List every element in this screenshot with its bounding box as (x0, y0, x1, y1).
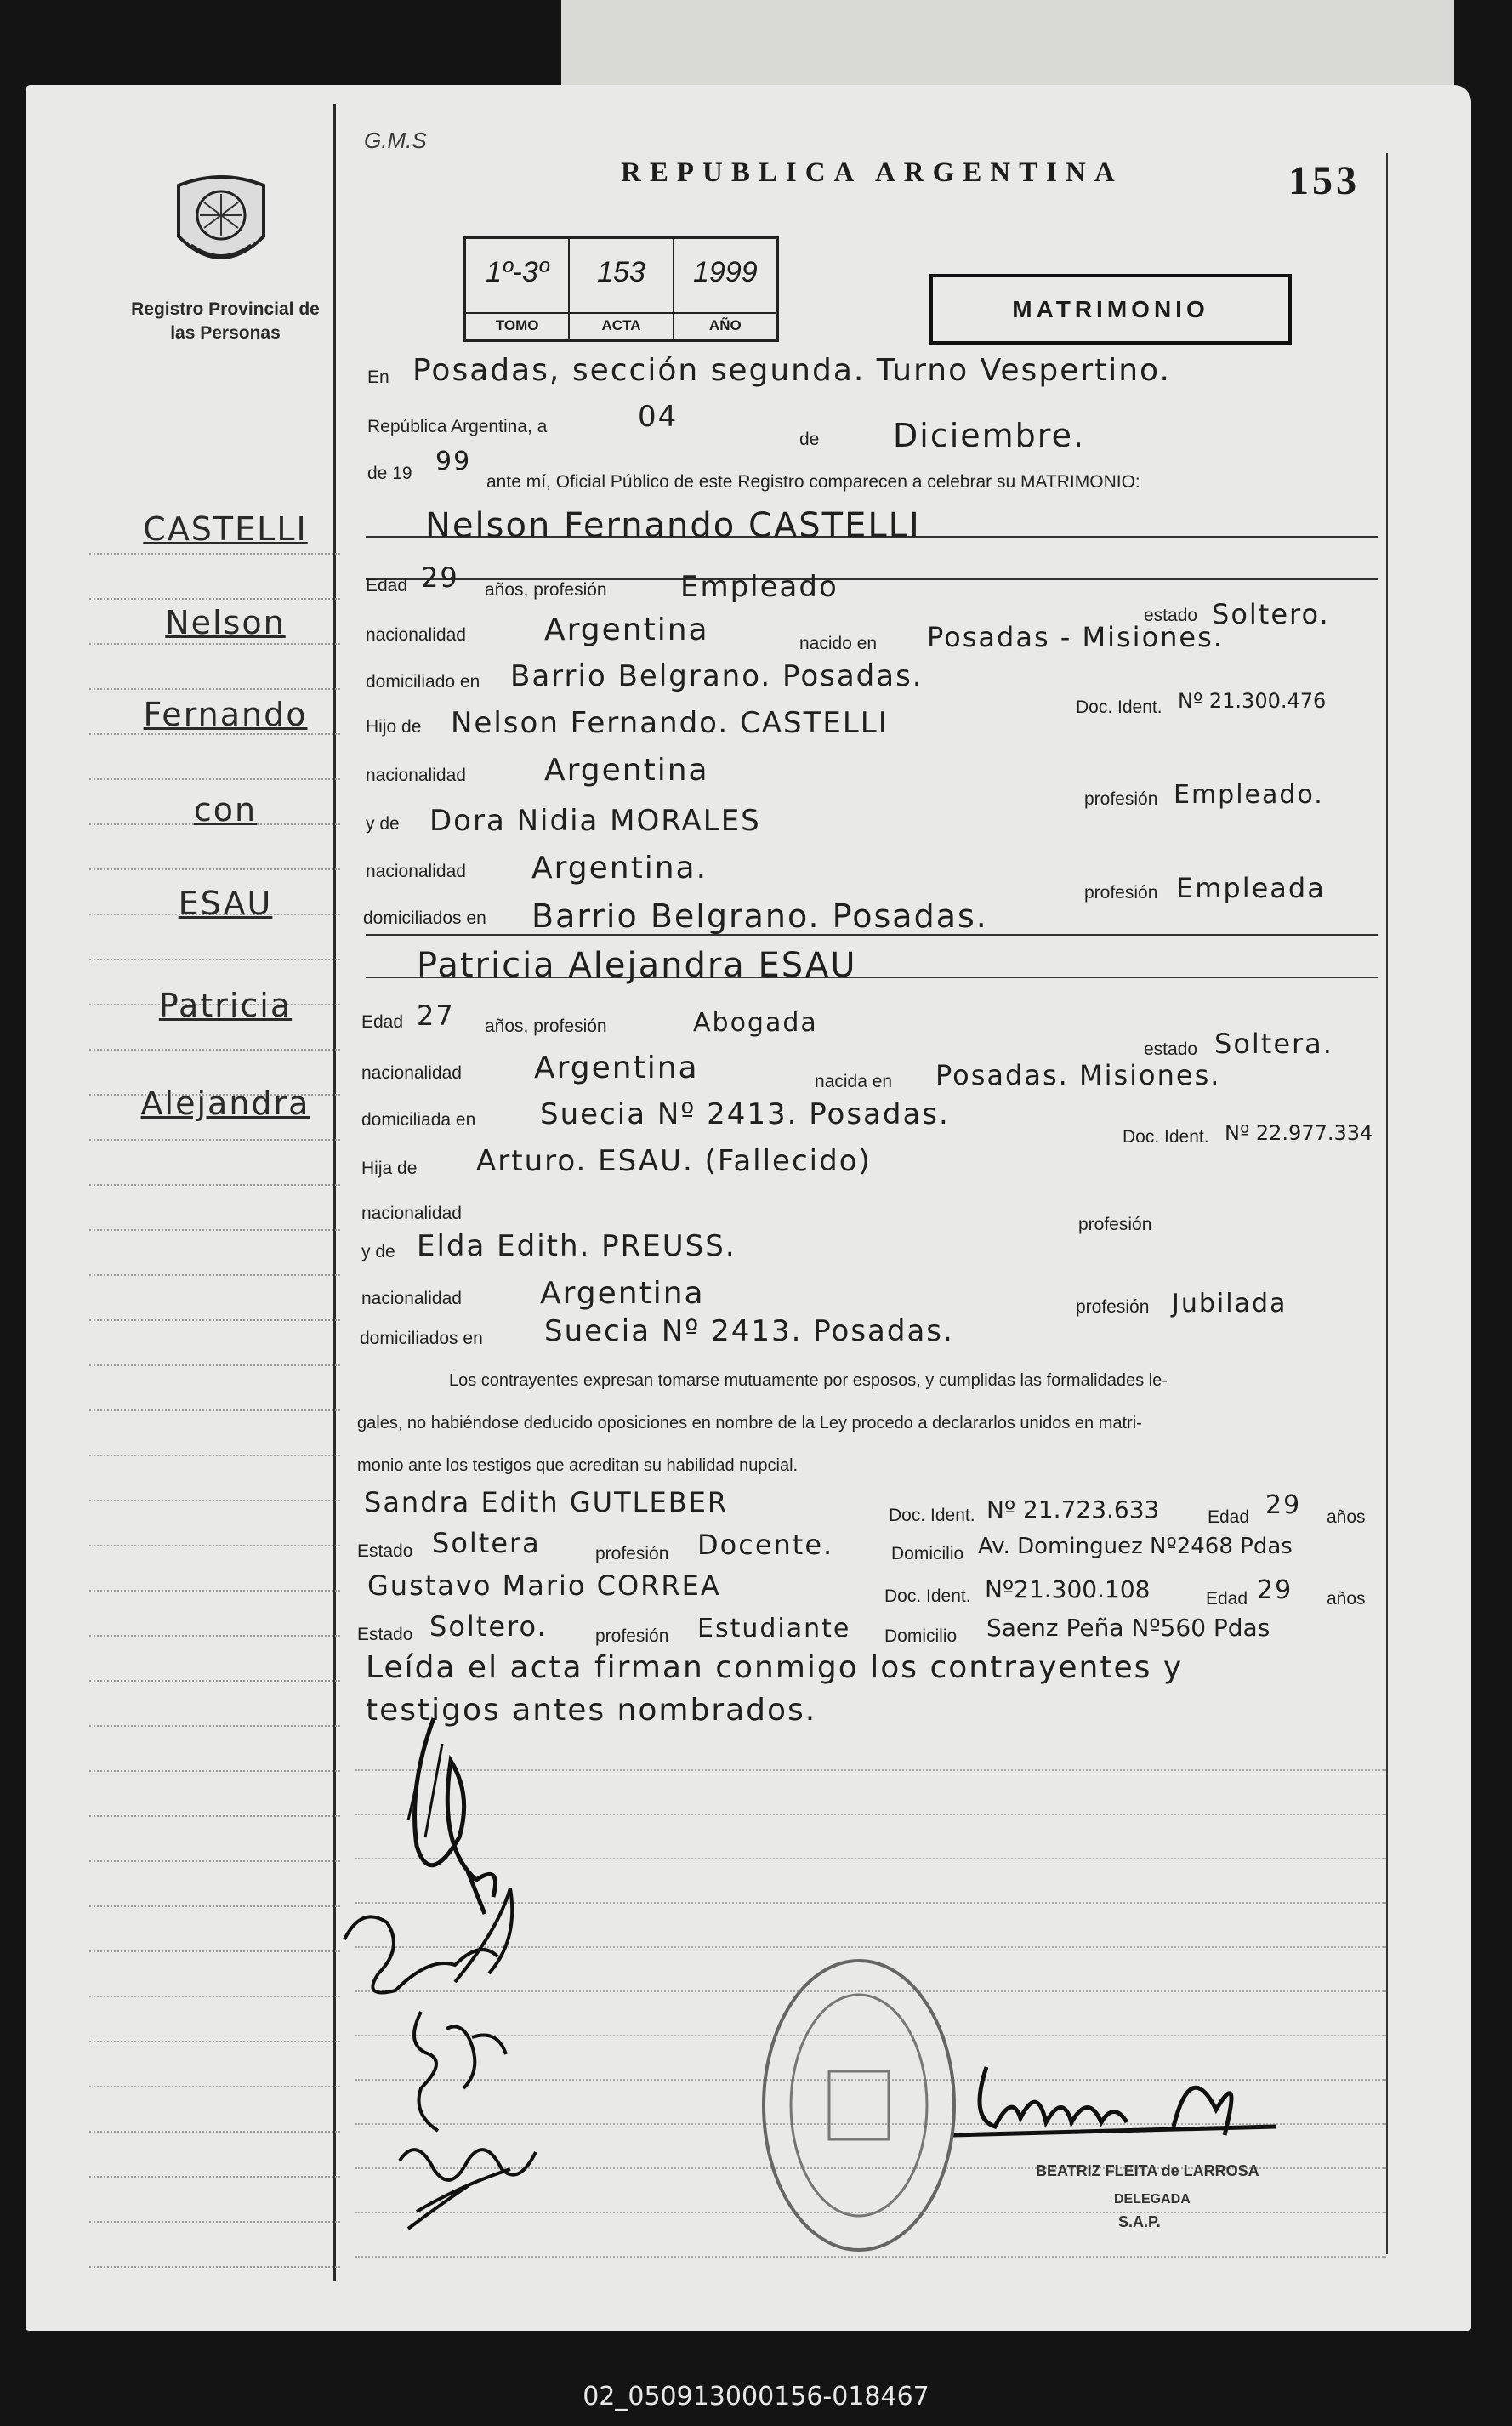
tomo-acta-anio-box (463, 236, 779, 342)
label-mother-prof: profesión (1084, 883, 1158, 903)
margin-rule-line (89, 733, 340, 735)
groom-father: Nelson Fernando. CASTELLI (451, 706, 889, 740)
margin-rule-line (89, 2041, 340, 2042)
margin-rule-line (89, 1184, 340, 1186)
official-seal-stamp (757, 1952, 961, 2258)
margin-rule-line (89, 2086, 340, 2087)
bride-father: Arturo. ESAU. (Fallecido) (476, 1144, 872, 1178)
witness-2-age: 29 (1257, 1575, 1293, 1605)
groom-birthplace: Posadas - Misiones. (927, 621, 1224, 653)
label-profesion: profesión (595, 1626, 669, 1646)
label-doc: Doc. Ident. (889, 1506, 975, 1525)
label-father-prof: profesión (1084, 789, 1158, 809)
margin-rule-line (89, 598, 340, 600)
label-anios: años (1327, 1507, 1366, 1527)
registry-title: Registro Provincial de las Personas (131, 299, 320, 343)
label-domiciliada: domiciliada en (361, 1110, 476, 1130)
margin-rule-line (89, 1950, 340, 1952)
label-de: de (799, 430, 820, 449)
margin-rule-line (89, 1139, 340, 1141)
label-anios-profesion: años, profesión (485, 580, 607, 600)
groom-age: 29 (421, 561, 459, 594)
bride-age: 27 (417, 999, 455, 1032)
margin-rule-line (89, 1455, 340, 1456)
margin-rule-line (89, 1815, 340, 1817)
label-de19: de 19 (367, 464, 412, 483)
label-mother-prof: profesión (1076, 1297, 1150, 1317)
bride-address: Suecia Nº 2413. Posadas. (540, 1097, 950, 1131)
margin-rule-line (89, 553, 340, 555)
label-mother-nat: nacionalidad (361, 1289, 462, 1308)
bride-nationality: Argentina (534, 1051, 699, 1085)
gms-annotation: G.M.S (364, 128, 427, 153)
label-estado: Estado (357, 1625, 413, 1644)
margin-rule-line (89, 1770, 340, 1772)
label-doc: Doc. Ident. (1123, 1127, 1209, 1147)
acta-label: ACTA (570, 312, 672, 334)
tomo-value: 1º-3º (486, 256, 549, 288)
label-profesion: profesión (595, 1544, 669, 1563)
margin-rule-line (89, 1319, 340, 1321)
witness-2-status: Soltero. (429, 1610, 548, 1643)
label-mother-nat: nacionalidad (366, 862, 466, 881)
bride-name: Patricia Alejandra ESAU (417, 946, 857, 985)
declaration-line-1: Los contrayentes expresan tomarse mutuamente por esposos, y cumplidas las formalidades le- (449, 1371, 1168, 1390)
margin-rule-line (89, 2131, 340, 2133)
margin-rule-line (89, 1364, 340, 1366)
groom-mother-profession: Empleada (1176, 872, 1326, 904)
margin-rule-line (89, 1590, 340, 1592)
margin-rule-line (89, 1860, 340, 1862)
label-edad: Edad (1206, 1589, 1248, 1609)
bride-mother-nationality: Argentina (540, 1276, 705, 1311)
margin-rule-line (89, 1409, 340, 1411)
label-en: En (367, 367, 389, 387)
label-republica: República Argentina, a (367, 417, 548, 436)
groom-father-profession: Empleado. (1174, 780, 1324, 810)
label-domiciliado: domiciliado en (366, 672, 480, 692)
label-father-nat: nacionalidad (361, 1204, 462, 1223)
anio-value: 1999 (693, 256, 758, 288)
label-hija: Hija de (361, 1159, 418, 1178)
year-value: 99 (435, 447, 472, 476)
country-title: REPUBLICA ARGENTINA (621, 157, 1123, 188)
label-domiciliados: domiciliados en (360, 1329, 483, 1348)
acta-value: 153 (597, 256, 645, 288)
witness-1-doc: Nº 21.723.633 (986, 1495, 1160, 1523)
bride-birthplace: Posadas. Misiones. (935, 1059, 1221, 1091)
groom-nationality: Argentina (544, 612, 709, 647)
signature-witness-2 (391, 2118, 553, 2237)
label-doc: Doc. Ident. (1076, 698, 1162, 717)
label-edad: Edad (1208, 1507, 1250, 1527)
margin-name-groom-2: Fernando (143, 696, 308, 733)
witness-1-address: Av. Dominguez Nº2468 Pdas (978, 1534, 1293, 1559)
declaration-line-2: gales, no habiéndose deducido oposiciones en nombre de la Ley procedo a declararlos unidos en matri- (357, 1414, 1142, 1432)
margin-surname-groom: CASTELLI (143, 510, 308, 548)
label-estado: Estado (357, 1541, 413, 1561)
witness-2-address: Saenz Peña Nº560 Pdas (986, 1614, 1270, 1642)
groom-profession: Empleado (680, 570, 838, 604)
label-hijo: Hijo de (366, 717, 422, 737)
groom-parents-address: Barrio Belgrano. Posadas. (531, 897, 988, 935)
margin-rule-line (89, 1500, 340, 1501)
witness-2-doc: Nº21.300.108 (985, 1575, 1151, 1603)
bride-doc: Nº 22.977.334 (1225, 1121, 1373, 1145)
margin-rule-line (89, 2176, 340, 2178)
tomo-cell (466, 239, 570, 339)
label-domicilio: Domicilio (891, 1544, 964, 1563)
label-edad: Edad (366, 576, 408, 595)
label-anios: años (1327, 1589, 1366, 1609)
label-nacida: nacida en (815, 1072, 893, 1091)
bride-status: Soltera. (1214, 1028, 1333, 1060)
witness-2-profession: Estudiante (697, 1614, 851, 1643)
closing-line-2: testigos antes nombrados. (366, 1693, 817, 1728)
margin-name-bride-2: Alejandra (140, 1085, 310, 1122)
margin-rule-line (89, 1274, 340, 1276)
label-domiciliados: domiciliados en (363, 908, 486, 928)
label-nacido: nacido en (799, 634, 878, 653)
margin-rule-line (89, 1680, 340, 1682)
label-estado: estado (1144, 1039, 1198, 1059)
closing-line-1: Leída el acta firman conmigo los contrayentes y (366, 1650, 1184, 1685)
groom-status: Soltero. (1212, 598, 1330, 630)
label-father-prof: profesión (1078, 1215, 1152, 1234)
margin-rule-line (89, 778, 340, 780)
margin-rule-line (89, 1905, 340, 1907)
right-border-line (1386, 153, 1388, 2254)
groom-mother-nationality: Argentina. (531, 851, 708, 886)
register-page (26, 85, 1471, 2331)
image-id-caption: 02_050913000156-018467 (583, 2382, 929, 2412)
margin-rule-line (89, 2266, 340, 2268)
margin-rule-line (89, 1545, 340, 1546)
tomo-label: TOMO (466, 312, 568, 334)
margin-name-groom-1: Nelson (165, 604, 286, 641)
groom-doc: Nº 21.300.476 (1178, 689, 1327, 713)
groom-name: Nelson Fernando CASTELLI (425, 506, 921, 545)
label-anios-profesion: años, profesión (485, 1017, 607, 1036)
groom-father-nationality: Argentina (544, 753, 709, 788)
bride-mother: Elda Edith. PREUSS. (417, 1229, 736, 1263)
signature-officer (935, 2042, 1344, 2169)
margin-con: con (193, 791, 258, 829)
witness-2-name: Gustavo Mario CORREA (367, 1569, 721, 1602)
witness-1-age: 29 (1265, 1490, 1302, 1520)
label-estado: estado (1144, 606, 1198, 625)
margin-rule-line (89, 2221, 340, 2223)
label-nacionalidad: nacionalidad (361, 1063, 462, 1083)
act-type-box: MATRIMONIO (929, 274, 1292, 345)
province-crest-icon (170, 168, 272, 279)
witness-1-name: Sandra Edith GUTLEBER (364, 1486, 729, 1518)
anio-label: AÑO (674, 312, 776, 334)
declaration-line-3: monio ante los testigos que acreditan su habilidad nupcial. (357, 1456, 799, 1475)
margin-rule-line (89, 1725, 340, 1727)
margin-rule-line (89, 1229, 340, 1231)
place-value: Posadas, sección segunda. Turno Vespertino. (412, 353, 1171, 388)
month-value: Diciembre. (893, 417, 1086, 454)
day-value: 04 (638, 400, 679, 434)
margin-rule-line (89, 959, 340, 960)
margin-rule-line (89, 1635, 340, 1637)
bride-profession: Abogada (693, 1008, 818, 1038)
label-domicilio: Domicilio (884, 1626, 958, 1646)
page-number: 153 (1288, 158, 1360, 203)
label-nacionalidad: nacionalidad (366, 625, 466, 645)
margin-rule-line (89, 1996, 340, 1997)
margin-rule-line (89, 688, 340, 690)
bride-parents-address: Suecia Nº 2413. Posadas. (544, 1314, 954, 1348)
label-ante: ante mí, Oficial Público de este Registro comparecen a celebrar su MATRIMONIO: (486, 472, 1140, 492)
label-father-nat: nacionalidad (366, 766, 466, 785)
label-yde: y de (361, 1242, 395, 1261)
officer-title: DELEGADA (1114, 2192, 1191, 2207)
groom-mother: Dora Nidia MORALES (429, 804, 761, 838)
groom-address: Barrio Belgrano. Posadas. (510, 659, 924, 693)
label-edad: Edad (361, 1012, 404, 1032)
officer-name: BEATRIZ FLEITA de LARROSA (1036, 2162, 1259, 2179)
anio-cell (674, 239, 776, 339)
bride-mother-profession: Jubilada (1172, 1289, 1287, 1318)
label-doc: Doc. Ident. (884, 1586, 971, 1606)
margin-rule-line (89, 643, 340, 645)
witness-1-profession: Docente. (697, 1529, 834, 1561)
margin-surname-bride: ESAU (178, 885, 273, 922)
witness-1-status: Soltera (432, 1527, 541, 1559)
acta-cell (570, 239, 674, 339)
label-yde: y de (366, 814, 400, 834)
officer-initials: S.A.P. (1118, 2213, 1161, 2230)
margin-rule-line (89, 1049, 340, 1051)
margin-name-bride-1: Patricia (158, 987, 293, 1024)
margin-rule-line (89, 868, 340, 870)
